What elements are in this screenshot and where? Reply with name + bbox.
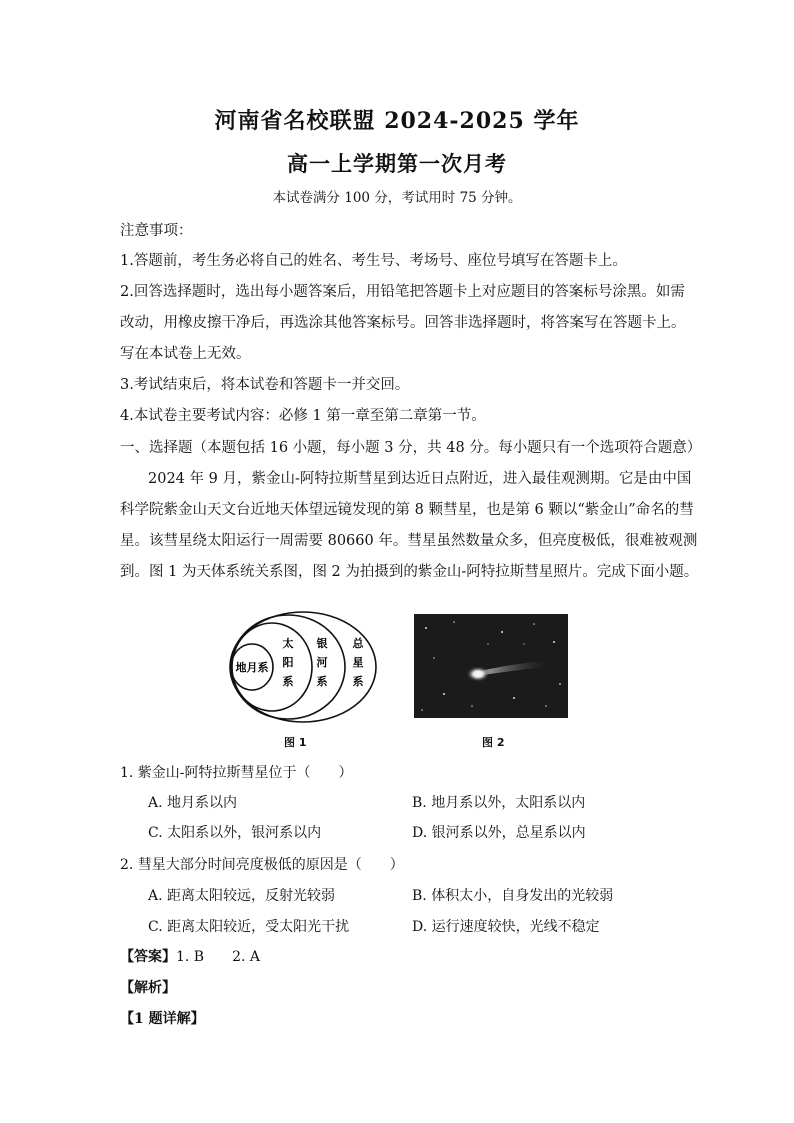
note-item-1: 1.答题前，考生务必将自己的姓名、考生号、考场号、座位号填写在答题卡上。 — [120, 253, 627, 269]
label-earth-moon: 地月系 — [235, 661, 269, 674]
note-item-4: 4.本试卷主要考试内容：必修 1 第一章至第二章第一节。 — [120, 408, 486, 424]
answer-label: 【答案】 — [120, 949, 176, 965]
exam-title-line2: 高一上学期第一次月考 — [287, 151, 507, 176]
question-1-option-a: A. 地月系以内 — [148, 795, 238, 811]
question-2-option-b: B. 体积太小，自身发出的光较弱 — [412, 888, 614, 904]
label-galaxy-2: 河 — [316, 656, 328, 669]
comet-head — [466, 666, 490, 682]
analysis-label: 【解析】 — [120, 980, 176, 996]
fig1-caption: 图 1 — [284, 736, 307, 749]
celestial-system-diagram — [228, 610, 378, 725]
passage-line-2: 科学院紫金山天文台近地天体望远镜发现的第 8 颗彗星，也是第 6 颗以“紫金山”命名的彗 — [120, 502, 694, 518]
notes-heading: 注意事项： — [120, 223, 193, 239]
note-item-2: 2.回答选择题时，选出每小题答案后，用铅笔把答题卡上对应题目的答案标号涂黑。如需 — [120, 284, 685, 300]
passage-line-4: 到。图 1 为天体系统关系图，图 2 为拍摄到的紫金山-阿特拉斯彗星照片。完成下面小题。 — [120, 564, 699, 580]
label-galaxy-3: 系 — [316, 675, 328, 688]
label-solar-1: 太 — [282, 637, 294, 650]
label-solar-3: 系 — [282, 675, 294, 688]
answer-text: 1. B 2. A — [176, 949, 261, 965]
note-item-3: 3.考试结束后，将本试卷和答题卡一并交回。 — [120, 377, 410, 393]
label-universe-2: 星 — [352, 656, 364, 669]
exam-title-line1: 河南省名校联盟 2024-2025 学年 — [214, 108, 580, 134]
passage-line-3: 星。该彗星绕太阳运行一周需要 80660 年。彗星虽然数量众多，但亮度极低，很难被观测 — [120, 533, 698, 549]
fig2-caption: 图 2 — [482, 736, 505, 749]
answer-line — [120, 946, 260, 966]
question-2-option-a: A. 距离太阳较远，反射光较弱 — [148, 888, 336, 904]
label-universe-1: 总 — [352, 637, 364, 650]
section-heading: 一、选择题（本题包括 16 小题，每小题 3 分，共 48 分。每小题只有一个选项符合题意） — [120, 440, 702, 456]
question-1-option-c: C. 太阳系以外，银河系以内 — [148, 825, 322, 841]
question-2-stem: 2. 彗星大部分时间亮度极低的原因是（ ） — [120, 857, 404, 873]
question-1-option-b: B. 地月系以外，太阳系以内 — [412, 795, 586, 811]
question-1-option-d: D. 银河系以外，总星系以内 — [412, 825, 586, 841]
passage-line-1: 2024 年 9 月，紫金山-阿特拉斯彗星到达近日点附近，进入最佳观测期。它是由中国 — [148, 471, 692, 487]
figures-area — [228, 610, 588, 760]
note-item-2-cont: 改动，用橡皮擦干净后，再选涂其他答案标号。回答非选择题时，将答案写在答题卡上。 — [120, 315, 686, 331]
label-galaxy-1: 银 — [316, 637, 328, 650]
question-1-stem: 1. 紫金山-阿特拉斯彗星位于（ ） — [120, 765, 353, 781]
exam-subtitle: 本试卷满分 100 分，考试用时 75 分钟。 — [272, 190, 522, 206]
detail-label: 【1 题详解】 — [120, 1011, 205, 1027]
note-item-2-cont2: 写在本试卷上无效。 — [120, 346, 251, 362]
label-universe-3: 系 — [352, 675, 364, 688]
comet-photo-icon — [414, 614, 568, 718]
question-2-option-c: C. 距离太阳较近，受太阳光干扰 — [148, 919, 350, 935]
question-2-option-d: D. 运行速度较快，光线不稳定 — [412, 919, 600, 935]
label-solar-2: 阳 — [282, 656, 294, 669]
